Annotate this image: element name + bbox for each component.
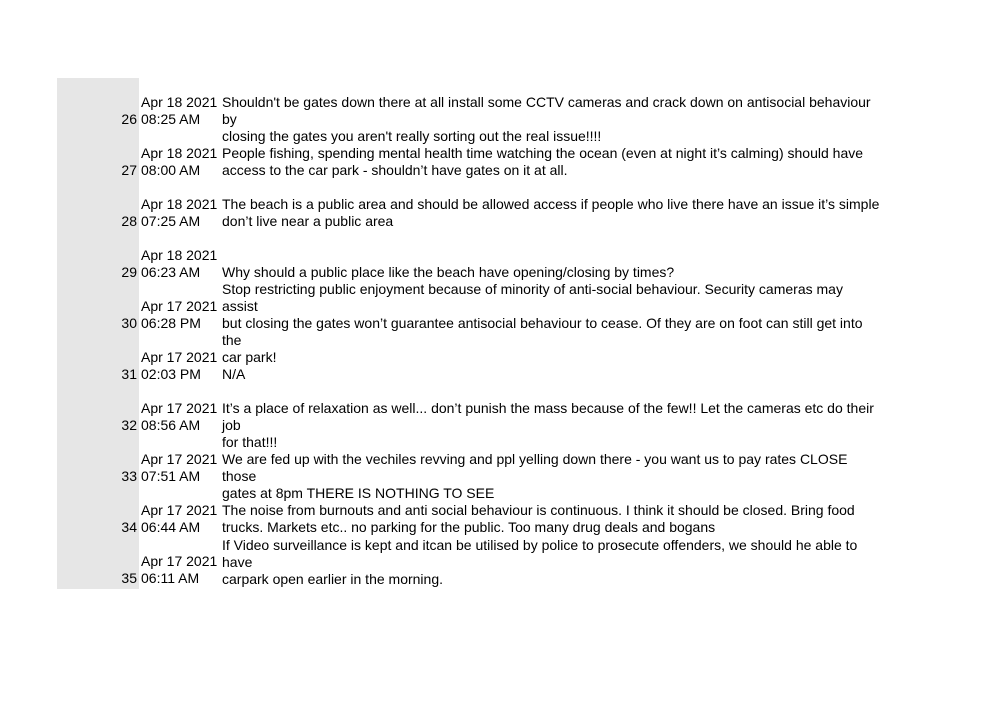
row-number: 26 [121,111,137,127]
response-date: Apr 17 2021 06:11 AM [141,553,218,586]
response-date: Apr 17 2021 08:56 AM [141,400,218,433]
response-date: Apr 18 2021 07:25 AM [141,196,218,229]
response-text: Why should a public place like the beach have opening/closing by times? [222,264,675,280]
response-text: The noise from burnouts and anti social behaviour is continuous. I think it should be closed. Bring food trucks. Markets etc.. no parking for the public. Too many drug deals and bogans [222,502,855,535]
response-date: Apr 17 2021 07:51 AM [141,451,218,484]
response-date: Apr 18 2021 08:00 AM [141,145,218,178]
row-number: 27 [121,162,137,178]
row-number: 29 [121,264,137,280]
response-date: Apr 17 2021 06:28 PM [141,298,218,331]
row-number: 30 [121,315,137,331]
response-text: We are fed up with the vechiles revving and ppl yelling down there - you want us to pay rates CLOSE those gates at 8pm THERE IS NOTHING TO SEE [222,451,848,501]
row-number: 34 [121,519,137,535]
row-number: 31 [121,366,137,382]
row-number: 28 [121,213,137,229]
response-date: Apr 17 2021 06:44 AM [141,502,218,535]
response-text: The beach is a public area and should be allowed access if people who live there have an issue it’s simple don’t live near a public area [222,196,880,229]
row-number: 32 [121,417,137,433]
response-date: Apr 18 2021 06:23 AM [141,247,218,280]
response-text: Stop restricting public enjoyment because of minority of anti-social behaviour. Security cameras may assist but closing the gates won’t guarantee antisocial behaviour to cease. Of they are on foot can still get into the car park! [222,281,863,365]
row-number-gutter [57,78,139,589]
response-text: People fishing, spending mental health time watching the ocean (even at night it’s calming) should have access to the car park - shouldn’t have gates on it at all. [222,145,864,178]
row-number: 35 [121,570,137,586]
response-date: Apr 17 2021 02:03 PM [141,349,218,382]
response-text: It’s a place of relaxation as well... don’t punish the mass because of the few!! Let the cameras etc do their job for that!!! [222,400,874,450]
response-text: N/A [222,366,246,382]
response-text: If Video surveillance is kept and itcan be utilised by police to prosecute offenders, we should he able to have carpark open earlier in the morning. [222,537,858,587]
response-date: Apr 18 2021 08:25 AM [141,94,218,127]
response-text: Shouldn't be gates down there at all install some CCTV cameras and crack down on antisocial behaviour by closing the gates you aren't really sorting out the real issue!!!! [222,94,871,144]
row-number: 33 [121,468,137,484]
